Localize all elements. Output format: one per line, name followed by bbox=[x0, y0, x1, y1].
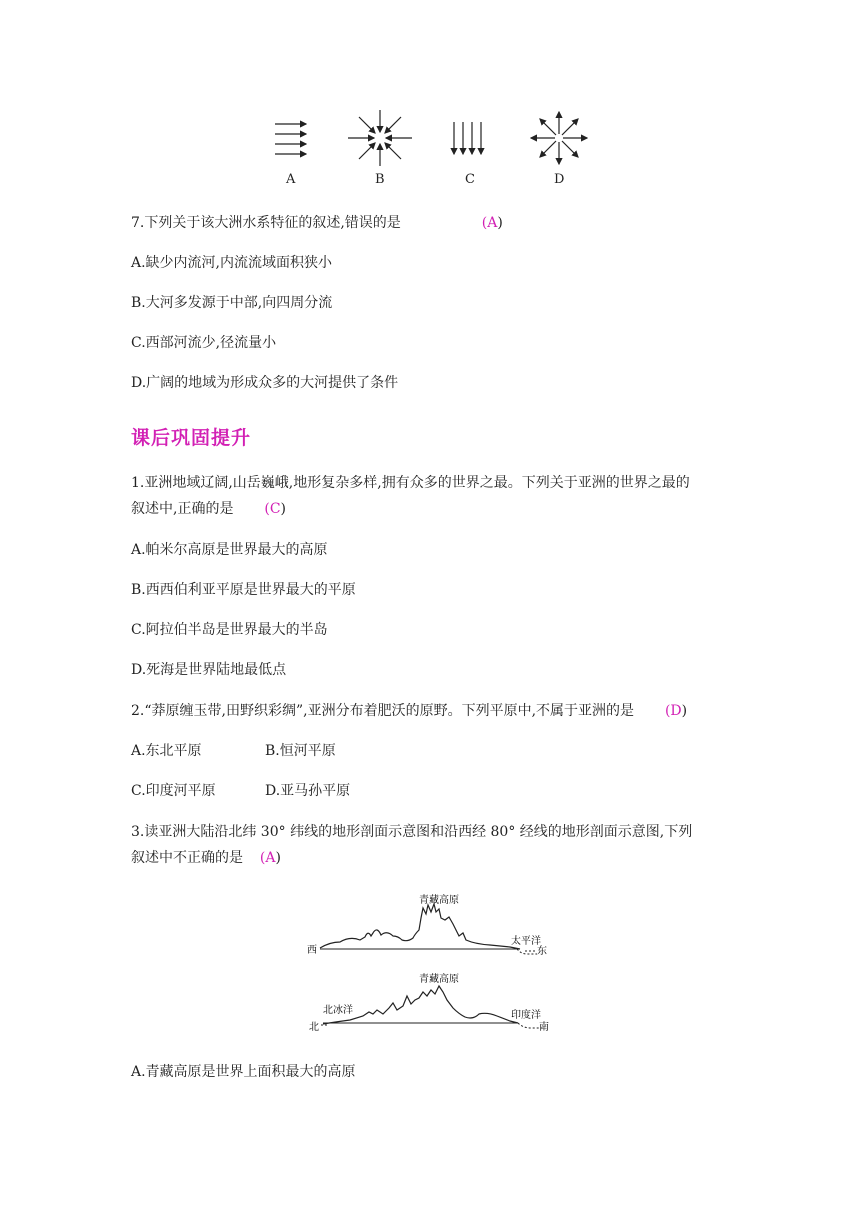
profile2-arctic-label: 北冰洋 bbox=[323, 1005, 353, 1016]
q2-option-c: C.印度河平原 bbox=[131, 783, 216, 799]
pattern-a-parallel-arrows bbox=[275, 124, 306, 154]
q3-stem-line2-text: 叙述中不正确的是 bbox=[131, 850, 243, 866]
section-heading: 课后巩固提升 bbox=[131, 427, 252, 449]
pattern-label-a: A bbox=[286, 172, 296, 187]
q7-option-a: A.缺少内流河,内流流域面积狭小 bbox=[131, 255, 333, 271]
q2-option-d: D.亚马孙平原 bbox=[265, 783, 351, 799]
q3-stem-line1: 3.读亚洲大陆沿北纬 30° 纬线的地形剖面示意图和沿西经 80° 经线的地形剖面示意图,下列 bbox=[131, 824, 693, 840]
q1-stem-line1: 1.亚洲地域辽阔,山岳巍峨,地形复杂多样,拥有众多的世界之最。下列关于亚洲的世界之最的 bbox=[131, 475, 690, 491]
q2-stem-text: 2.“莽原缠玉带,田野织彩绸”,亚洲分布着肥沃的原野。下列平原中,不属于亚洲的是 bbox=[131, 703, 635, 719]
q3-answer: A bbox=[265, 850, 276, 866]
q7-option-c: C.西部河流少,径流量小 bbox=[131, 335, 277, 351]
pattern-d-radiating-arrows bbox=[531, 112, 587, 164]
q3-option-a: A.青藏高原是世界上面积最大的高原 bbox=[131, 1064, 356, 1080]
q2-option-b: B.恒河平原 bbox=[265, 743, 336, 759]
drainage-pattern-diagram bbox=[270, 112, 590, 172]
q7-stem: 7.下列关于该大洲水系特征的叙述,错误的是 (A) bbox=[131, 215, 503, 231]
pattern-b-converging-arrows bbox=[348, 110, 412, 166]
q7-answer: A bbox=[487, 215, 498, 231]
q1-option-a: A.帕米尔高原是世界最大的高原 bbox=[131, 542, 328, 558]
q1-stem-line2-text: 叙述中,正确的是 bbox=[131, 501, 234, 517]
q2-answer: D bbox=[670, 703, 682, 719]
profile2-north-label: 北 bbox=[309, 1022, 319, 1033]
pattern-label-c: C bbox=[465, 172, 475, 187]
profile2-indian-label: 印度洋 bbox=[511, 1010, 541, 1021]
q1-option-c: C.阿拉伯半岛是世界最大的半岛 bbox=[131, 622, 328, 638]
q2-stem: 2.“莽原缠玉带,田野织彩绸”,亚洲分布着肥沃的原野。下列平原中,不属于亚洲的是 (D) bbox=[131, 703, 688, 719]
profile1-east-label: 东 bbox=[537, 946, 547, 957]
q1-stem-line2: 叙述中,正确的是 (C) bbox=[131, 501, 287, 517]
q7-option-b: B.大河多发源于中部,向四周分流 bbox=[131, 295, 333, 311]
q7-option-d: D.广阔的地域为形成众多的大河提供了条件 bbox=[131, 375, 399, 391]
pattern-label-d: D bbox=[554, 172, 565, 187]
q1-option-b: B.西西伯利亚平原是世界最大的平原 bbox=[131, 582, 356, 598]
profile1-peak-label: 青藏高原 bbox=[419, 895, 459, 906]
profile2-south-label: 南 bbox=[539, 1022, 549, 1033]
terrain-profile-north-south bbox=[305, 970, 555, 1035]
pattern-label-b: B bbox=[375, 172, 385, 187]
profile1-west-label: 西 bbox=[307, 945, 317, 956]
q2-option-a: A.东北平原 bbox=[131, 743, 202, 759]
q1-option-d: D.死海是世界陆地最低点 bbox=[131, 662, 287, 678]
q1-answer: C bbox=[269, 501, 281, 517]
profile1-ocean-label: 太平洋 bbox=[511, 936, 541, 947]
pattern-c-downward-arrows bbox=[454, 122, 481, 154]
profile1-terrain-line bbox=[320, 904, 520, 949]
profile2-peak-label: 青藏高原 bbox=[419, 974, 459, 985]
q3-stem-line2: 叙述中不正确的是 (A) bbox=[131, 850, 281, 866]
q7-stem-text: 7.下列关于该大洲水系特征的叙述,错误的是 bbox=[131, 215, 401, 231]
terrain-profile-west-east bbox=[305, 890, 555, 960]
